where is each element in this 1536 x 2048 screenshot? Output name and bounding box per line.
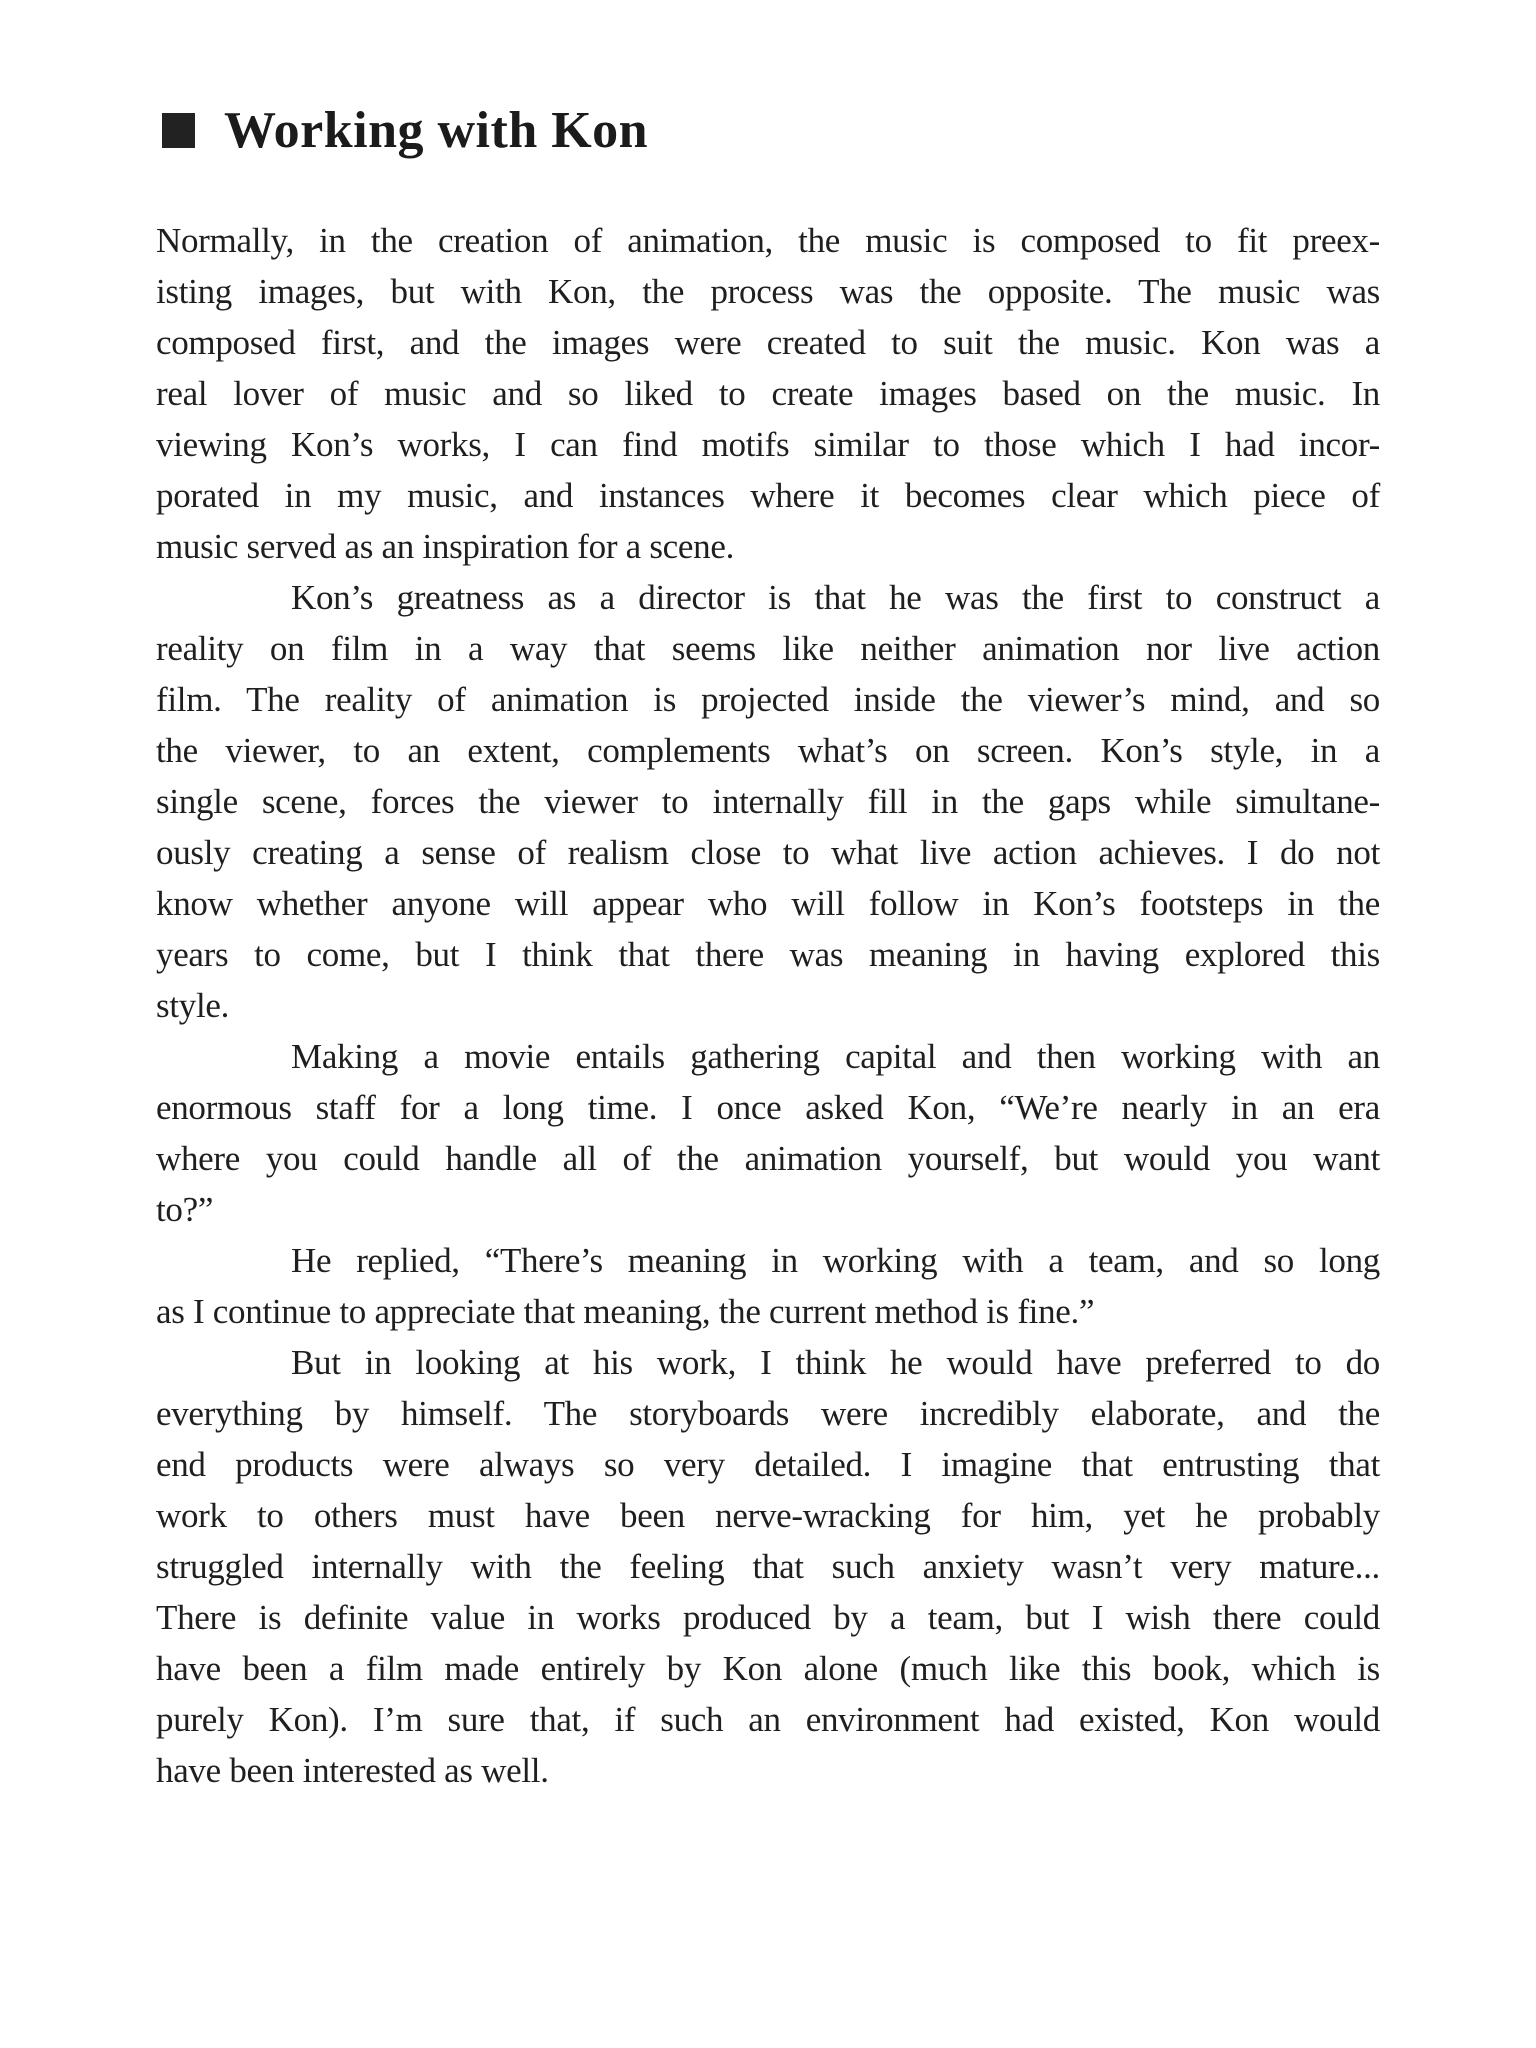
text-line: the viewer, to an extent, complements what’s on screen. Kon’s style, in a [156, 731, 1380, 770]
article-body [156, 215, 1380, 1796]
text-line: have been a film made entirely by Kon alone (much like this book, which is [156, 1649, 1380, 1688]
text-line: ously creating a sense of realism close to what live action achieves. I do not [156, 833, 1380, 872]
text-line: viewing Kon’s works, I can find motifs similar to those which I had incor- [156, 425, 1380, 464]
text-line: style. [156, 986, 230, 1025]
text-line: isting images, but with Kon, the process was the opposite. The music was [156, 272, 1380, 311]
text-line: There is definite value in works produced by a team, but I wish there could [156, 1598, 1380, 1637]
text-line: Making a movie entails gathering capital and then working with an [291, 1037, 1380, 1076]
text-line: everything by himself. The storyboards were incredibly elaborate, and the [156, 1394, 1380, 1433]
text-line: purely Kon). I’m sure that, if such an environment had existed, Kon would [156, 1700, 1380, 1739]
black-square-icon [162, 113, 195, 148]
text-line: reality on film in a way that seems like neither animation nor live action [156, 629, 1380, 668]
section-title: Working with Kon [224, 102, 649, 159]
text-line: to?” [156, 1190, 214, 1229]
text-line: composed first, and the images were created to suit the music. Kon was a [156, 323, 1380, 362]
text-line: But in looking at his work, I think he would have preferred to do [291, 1343, 1380, 1382]
text-line: know whether anyone will appear who will follow in Kon’s footsteps in the [156, 884, 1380, 923]
text-line: music served as an inspiration for a scene. [156, 527, 735, 566]
text-line: real lover of music and so liked to create images based on the music. In [156, 374, 1380, 413]
text-line: struggled internally with the feeling that such anxiety wasn’t very mature... [156, 1547, 1380, 1586]
text-line: film. The reality of animation is projected inside the viewer’s mind, and so [156, 680, 1380, 719]
text-line: where you could handle all of the animation yourself, but would you want [156, 1139, 1380, 1178]
text-line: years to come, but I think that there was meaning in having explored this [156, 935, 1380, 974]
text-line: single scene, forces the viewer to internally fill in the gaps while simultane- [156, 782, 1380, 821]
text-line: He replied, “There’s meaning in working with a team, and so long [291, 1241, 1380, 1280]
text-line: Normally, in the creation of animation, the music is composed to fit preex- [156, 221, 1380, 260]
text-line: work to others must have been nerve-wracking for him, yet he probably [156, 1496, 1380, 1535]
text-line: porated in my music, and instances where it becomes clear which piece of [156, 476, 1380, 515]
text-line: end products were always so very detailed. I imagine that entrusting that [156, 1445, 1380, 1484]
text-line: enormous staff for a long time. I once asked Kon, “We’re nearly in an era [156, 1088, 1380, 1127]
text-line: have been interested as well. [156, 1751, 549, 1790]
text-line: as I continue to appreciate that meaning, the current method is fine.” [156, 1292, 1095, 1331]
text-line: Kon’s greatness as a director is that he was the first to construct a [291, 578, 1380, 617]
section-heading [162, 104, 648, 158]
